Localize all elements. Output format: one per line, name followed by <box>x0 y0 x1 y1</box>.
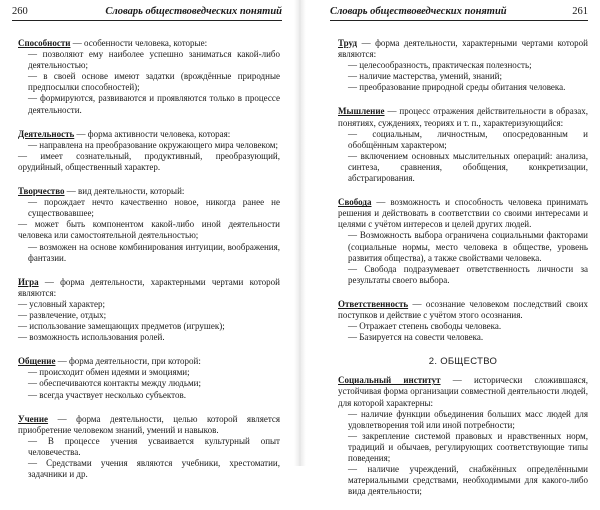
entry-line: — форма деятельности, при которой: <box>57 356 201 367</box>
entry-line: — форма деятельности, характерными чертами которой являются: <box>18 276 280 298</box>
entry-obshchenie <box>18 356 280 400</box>
left-running-title: Словарь обществоведческих понятий <box>105 6 282 17</box>
entry-line: — наличие учреждений, снабжённых определёнными материальными средствами, необходимыми для какого-либо вида деятельности; <box>348 464 588 497</box>
entry-line: — всегда участвует несколько субъектов. <box>28 389 186 400</box>
entry-line: — форма деятельности, целью которой является приобретение человеком знаний, умений и навыков. <box>18 413 281 435</box>
left-page <box>0 0 300 480</box>
entry-line: — закрепление системой правовых и нравственных норм, традиций и обычаев, регулирующих соответствующие типы поведения; <box>348 430 588 463</box>
entry-line: — использование замещающих предметов (игрушек); <box>18 321 225 332</box>
left-page-number: 260 <box>12 6 28 17</box>
entry-term: Общение <box>18 356 56 367</box>
entry-line: — наличие функции объединения больших масс людей для удовлетворения той или иной потребности; <box>348 408 588 430</box>
entry-line: — Свобода подразумевает ответственность личности за результаты своего выбора. <box>348 263 588 285</box>
entry-line: — возможен на основе комбинирования интуиции, воображения, фантазии. <box>28 241 280 263</box>
entry-line: — особенности человека, которые: <box>72 38 208 48</box>
entry-sotsialnyy-institut <box>338 375 588 497</box>
entry-line: — Отражает степень свободы человека. <box>348 321 502 332</box>
entry-line: — направлена на преобразование окружающего мира человеком; <box>28 139 278 150</box>
right-page-content <box>338 38 588 510</box>
entry-line: — Базируется на совести человека. <box>348 332 484 343</box>
entry-svoboda <box>338 197 588 286</box>
right-running-title: Словарь обществоведческих понятий <box>330 6 507 17</box>
left-page-content <box>18 38 280 493</box>
entry-line: — осознание человеком последствий своих поступков и действие с учётом этого осознания. <box>338 298 588 320</box>
entry-line: — позволяют ему наиболее успешно заниматься какой-либо деятельностью; <box>28 49 280 71</box>
left-page-header <box>12 6 282 21</box>
right-page-header <box>330 6 588 21</box>
entry-sposobnosti <box>18 38 280 116</box>
entry-term: Труд <box>338 38 358 48</box>
entry-line: — включением основных мыслительных операций: анализа, синтеза, сравнения, обобщения, конкретизации, абстрагирования. <box>348 150 588 184</box>
entry-term: Свобода <box>338 197 372 208</box>
entry-trud <box>338 38 588 93</box>
entry-term: Способности <box>18 38 71 48</box>
entry-igra <box>18 277 280 344</box>
entry-line: — возможность и способность человека принимать решения и действовать в соответствии со своими интересами и целями с учётом интересов и целей других людей. <box>338 197 588 230</box>
entry-term: Учение <box>18 413 49 424</box>
entry-line: — Средствами учения являются учебники, хрестоматии, задачники и др. <box>28 458 280 480</box>
entry-term: Ответственность <box>338 298 409 309</box>
entry-line: — развлечение, отдых; <box>18 309 107 320</box>
entry-term: Деятельность <box>18 128 75 139</box>
entry-myshlenie <box>338 106 588 184</box>
entry-term: Игра <box>18 276 39 287</box>
entry-line: — имеет сознательный, продуктивный, преобразующий, орудийный, общественный характер. <box>18 150 280 172</box>
entry-line: — В процессе учения усваивается культурный опыт человечества. <box>28 435 280 457</box>
entry-line: — может быть компонентом какой-либо иной деятельности человека или самостоятельной деятельностью; <box>18 219 280 241</box>
right-page-number: 261 <box>572 6 588 17</box>
entry-line: — Возможность выбора ограничена социальными факторами (социальные нормы, место человека в обществе, уровень развития общества), а также свойствами человека. <box>348 230 588 263</box>
entry-term: Социальный институт <box>338 375 441 386</box>
entry-term: Мышление <box>338 106 385 117</box>
entry-line: — в своей основе имеют задатки (врождённые природные предпосылки способностей); <box>28 71 280 93</box>
entry-line: — порождает нечто качественно новое, никогда ранее не существовавшее; <box>28 197 280 219</box>
right-page <box>300 0 600 497</box>
entry-line: — форма активности человека, которая: <box>76 128 231 139</box>
entry-line: — целесообразность, практическая полезность; <box>348 60 532 71</box>
entry-term: Творчество <box>18 186 65 197</box>
entry-deyatelnost <box>18 129 280 173</box>
entry-line: — процесс отражения действительности в образах, понятиях, суждениях, теориях и т. п., характеризующийся: <box>338 106 588 128</box>
entry-tvorchestvo <box>18 186 280 264</box>
entry-line: — возможность использования ролей. <box>18 332 165 343</box>
entry-line: — форма деятельности, характерными чертами которой являются: <box>338 38 589 60</box>
entry-line: — происходит обмен идеями и эмоциями; <box>28 367 190 378</box>
entry-line: — формируются, развиваются и проявляются только в процессе деятельности. <box>28 93 280 115</box>
entry-line: — условный характер; <box>18 298 105 309</box>
entry-uchenie <box>18 414 280 481</box>
entry-line: — наличие мастерства, умений, знаний; <box>348 71 502 82</box>
entry-line: — вид деятельности, который: <box>66 186 185 197</box>
entry-line: — исторически сложившаяся, устойчивая форма организации совместной деятельности людей, для которой характерны: <box>338 375 588 408</box>
entry-line: — обеспечиваются контакты между людьми; <box>28 378 201 389</box>
entry-line: — социальным, личностным, опосредованным и обобщённым характером; <box>348 128 588 150</box>
section-title: 2. ОБЩЕСТВО <box>428 356 498 368</box>
entry-otvetstvennost <box>338 299 588 343</box>
entry-line: — преобразование природной среды обитания человека. <box>348 82 566 93</box>
